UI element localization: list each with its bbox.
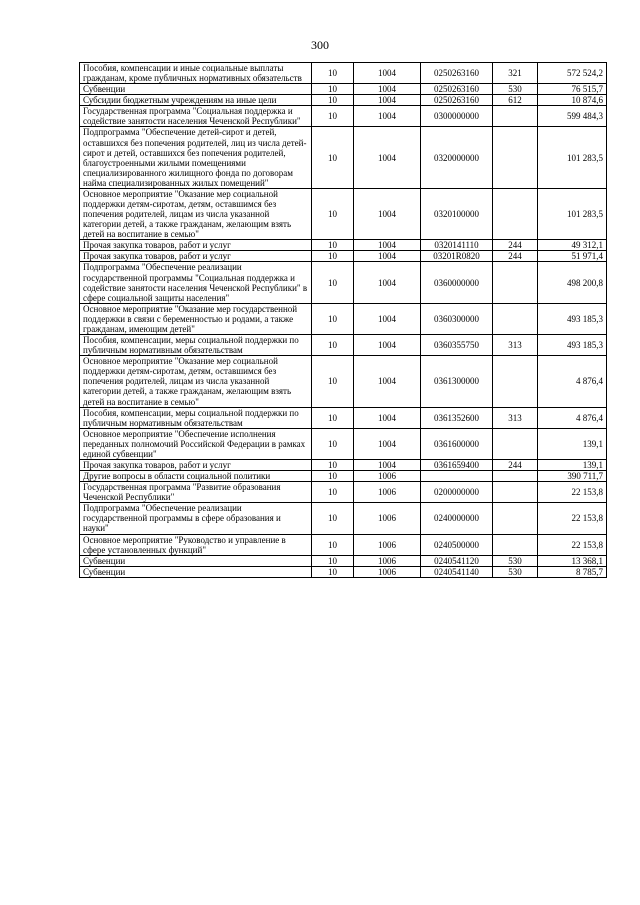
subsection-code-cell: 1004 [354,407,421,428]
subsection-code-cell: 1004 [354,356,421,407]
amount-cell: 22 153,8 [538,534,607,555]
expense-name-cell: Государственная программа "Развитие образования Чеченской Республики" [80,482,312,503]
expense-name-cell: Государственная программа "Социальная поддержка и содействие занятости населения Чеченской Республики" [80,106,312,127]
table-row [80,63,607,84]
table-row [80,471,607,482]
page-number: 300 [311,38,329,52]
table-row [80,84,607,95]
section-code-cell: 10 [312,534,354,555]
section-code-cell: 10 [312,63,354,84]
target-article-cell: 0360000000 [421,262,493,303]
expense-type-cell: 244 [493,251,538,262]
subsection-code-cell: 1006 [354,534,421,555]
amount-cell: 22 153,8 [538,482,607,503]
table-row [80,127,607,188]
subsection-code-cell: 1004 [354,63,421,84]
subsection-code-cell: 1004 [354,251,421,262]
subsection-code-cell: 1004 [354,240,421,251]
expense-type-cell [493,356,538,407]
amount-cell: 76 515,7 [538,84,607,95]
subsection-code-cell: 1006 [354,566,421,577]
amount-cell: 139,1 [538,428,607,459]
target-article-cell: 0250263160 [421,84,493,95]
subsection-code-cell: 1004 [354,459,421,470]
expense-name-cell: Субвенции [80,84,312,95]
expense-type-cell: 530 [493,566,538,577]
subsection-code-cell: 1004 [354,335,421,356]
expense-type-cell: 313 [493,335,538,356]
section-code-cell: 10 [312,503,354,534]
section-code-cell: 10 [312,95,354,106]
expense-name-cell: Подпрограмма "Обеспечение реализации государственной программы "Социальная поддержка и содействие занятости населения Чеченской Республики" в сфере социальной защиты населения" [80,262,312,303]
target-article-cell: 0250263160 [421,63,493,84]
amount-cell: 22 153,8 [538,503,607,534]
subsection-code-cell: 1004 [354,303,421,334]
expense-type-cell [493,428,538,459]
table-row [80,534,607,555]
expense-type-cell: 244 [493,240,538,251]
amount-cell: 13 368,1 [538,555,607,566]
expense-type-cell: 313 [493,407,538,428]
section-code-cell: 10 [312,188,354,239]
amount-cell: 101 283,5 [538,127,607,188]
expense-type-cell [493,106,538,127]
expense-name-cell: Прочая закупка товаров, работ и услуг [80,459,312,470]
table-row [80,95,607,106]
expense-type-cell: 530 [493,555,538,566]
table-row [80,335,607,356]
section-code-cell: 10 [312,555,354,566]
expense-name-cell: Субсидии бюджетным учреждениям на иные цели [80,95,312,106]
expense-type-cell [493,534,538,555]
amount-cell: 8 785,7 [538,566,607,577]
target-article-cell: 0240500000 [421,534,493,555]
section-code-cell: 10 [312,303,354,334]
table-row [80,251,607,262]
amount-cell: 4 876,4 [538,356,607,407]
target-article-cell: 0240541120 [421,555,493,566]
expense-name-cell: Основное мероприятие "Оказание мер государственной поддержки в связи с беременностью и родами, а также гражданам, имеющим детей" [80,303,312,334]
subsection-code-cell: 1006 [354,503,421,534]
table-row [80,555,607,566]
expense-name-cell: Прочая закупка товаров, работ и услуг [80,251,312,262]
expense-name-cell: Основное мероприятие "Оказание мер социальной поддержки детям-сиротам, детям, оставшимся без попечения родителей, лицам из числа указанной категории детей, а также гражданам, желающим взять детей на воспитание в семью" [80,356,312,407]
expense-type-cell [493,471,538,482]
expense-name-cell: Основное мероприятие "Руководство и управление в сфере установленных функций" [80,534,312,555]
target-article-cell [421,471,493,482]
table-row [80,503,607,534]
section-code-cell: 10 [312,459,354,470]
expense-name-cell: Другие вопросы в области социальной политики [80,471,312,482]
target-article-cell: 03201R0820 [421,251,493,262]
expense-name-cell: Основное мероприятие "Оказание мер социальной поддержки детям-сиротам, детям, оставшимся без попечения родителей, лицам из числа указанной категории детей, а также гражданам, желающим взять детей на воспитание в семью" [80,188,312,239]
expense-name-cell: Пособия, компенсации и иные социальные выплаты гражданам, кроме публичных нормативных обязательств [80,63,312,84]
section-code-cell: 10 [312,251,354,262]
expense-type-cell [493,303,538,334]
subsection-code-cell: 1004 [354,106,421,127]
amount-cell: 498 200,8 [538,262,607,303]
subsection-code-cell: 1004 [354,188,421,239]
target-article-cell: 0250263160 [421,95,493,106]
target-article-cell: 0320000000 [421,127,493,188]
subsection-code-cell: 1004 [354,127,421,188]
subsection-code-cell: 1006 [354,471,421,482]
table-row [80,356,607,407]
subsection-code-cell: 1006 [354,555,421,566]
expense-type-cell [493,262,538,303]
target-article-cell: 0361600000 [421,428,493,459]
section-code-cell: 10 [312,482,354,503]
section-code-cell: 10 [312,407,354,428]
expense-type-cell [493,503,538,534]
table-row [80,459,607,470]
expense-name-cell: Прочая закупка товаров, работ и услуг [80,240,312,251]
amount-cell: 49 312,1 [538,240,607,251]
target-article-cell: 0361352600 [421,407,493,428]
amount-cell: 51 971,4 [538,251,607,262]
subsection-code-cell: 1004 [354,95,421,106]
amount-cell: 10 874,6 [538,95,607,106]
expense-type-cell: 612 [493,95,538,106]
expense-name-cell: Подпрограмма "Обеспечение детей-сирот и детей, оставшихся без попечения родителей, лиц из числа детей-сирот и детей, оставшихся без попечения родителей, благоустроенными жилыми помещениями специализированного жилищного фонда по договорам найма специализированных жилых помещений" [80,127,312,188]
section-code-cell: 10 [312,240,354,251]
expense-type-cell [493,482,538,503]
amount-cell: 4 876,4 [538,407,607,428]
amount-cell: 493 185,3 [538,303,607,334]
amount-cell: 101 283,5 [538,188,607,239]
table-row [80,262,607,303]
table-row [80,407,607,428]
budget-table-body [80,63,607,578]
expense-name-cell: Основное мероприятие "Обеспечение исполнения переданных полномочий Российской Федерации в рамках единой субвенции" [80,428,312,459]
table-row [80,240,607,251]
section-code-cell: 10 [312,335,354,356]
subsection-code-cell: 1004 [354,84,421,95]
target-article-cell: 0320100000 [421,188,493,239]
budget-table [79,62,607,578]
target-article-cell: 0240541140 [421,566,493,577]
amount-cell: 390 711,7 [538,471,607,482]
target-article-cell: 0361659400 [421,459,493,470]
target-article-cell: 0360300000 [421,303,493,334]
expense-type-cell: 321 [493,63,538,84]
expense-name-cell: Пособия, компенсации, меры социальной поддержки по публичным нормативным обязательствам [80,407,312,428]
subsection-code-cell: 1006 [354,482,421,503]
section-code-cell: 10 [312,127,354,188]
target-article-cell: 0360355750 [421,335,493,356]
amount-cell: 139,1 [538,459,607,470]
section-code-cell: 10 [312,356,354,407]
expense-name-cell: Субвенции [80,566,312,577]
subsection-code-cell: 1004 [354,262,421,303]
target-article-cell: 0300000000 [421,106,493,127]
table-row [80,428,607,459]
section-code-cell: 10 [312,84,354,95]
section-code-cell: 10 [312,471,354,482]
table-row [80,566,607,577]
expense-name-cell: Пособия, компенсации, меры социальной поддержки по публичным нормативным обязательствам [80,335,312,356]
target-article-cell: 0320141110 [421,240,493,251]
subsection-code-cell: 1004 [354,428,421,459]
expense-type-cell [493,127,538,188]
amount-cell: 599 484,3 [538,106,607,127]
section-code-cell: 10 [312,428,354,459]
expense-name-cell: Подпрограмма "Обеспечение реализации государственной программы в сфере образования и науки" [80,503,312,534]
expense-type-cell: 244 [493,459,538,470]
target-article-cell: 0200000000 [421,482,493,503]
table-row [80,188,607,239]
table-row [80,303,607,334]
expense-name-cell: Субвенции [80,555,312,566]
expense-type-cell: 530 [493,84,538,95]
expense-type-cell [493,188,538,239]
target-article-cell: 0361300000 [421,356,493,407]
section-code-cell: 10 [312,566,354,577]
amount-cell: 493 185,3 [538,335,607,356]
section-code-cell: 10 [312,262,354,303]
target-article-cell: 0240000000 [421,503,493,534]
section-code-cell: 10 [312,106,354,127]
table-row [80,482,607,503]
amount-cell: 572 524,2 [538,63,607,84]
table-row [80,106,607,127]
